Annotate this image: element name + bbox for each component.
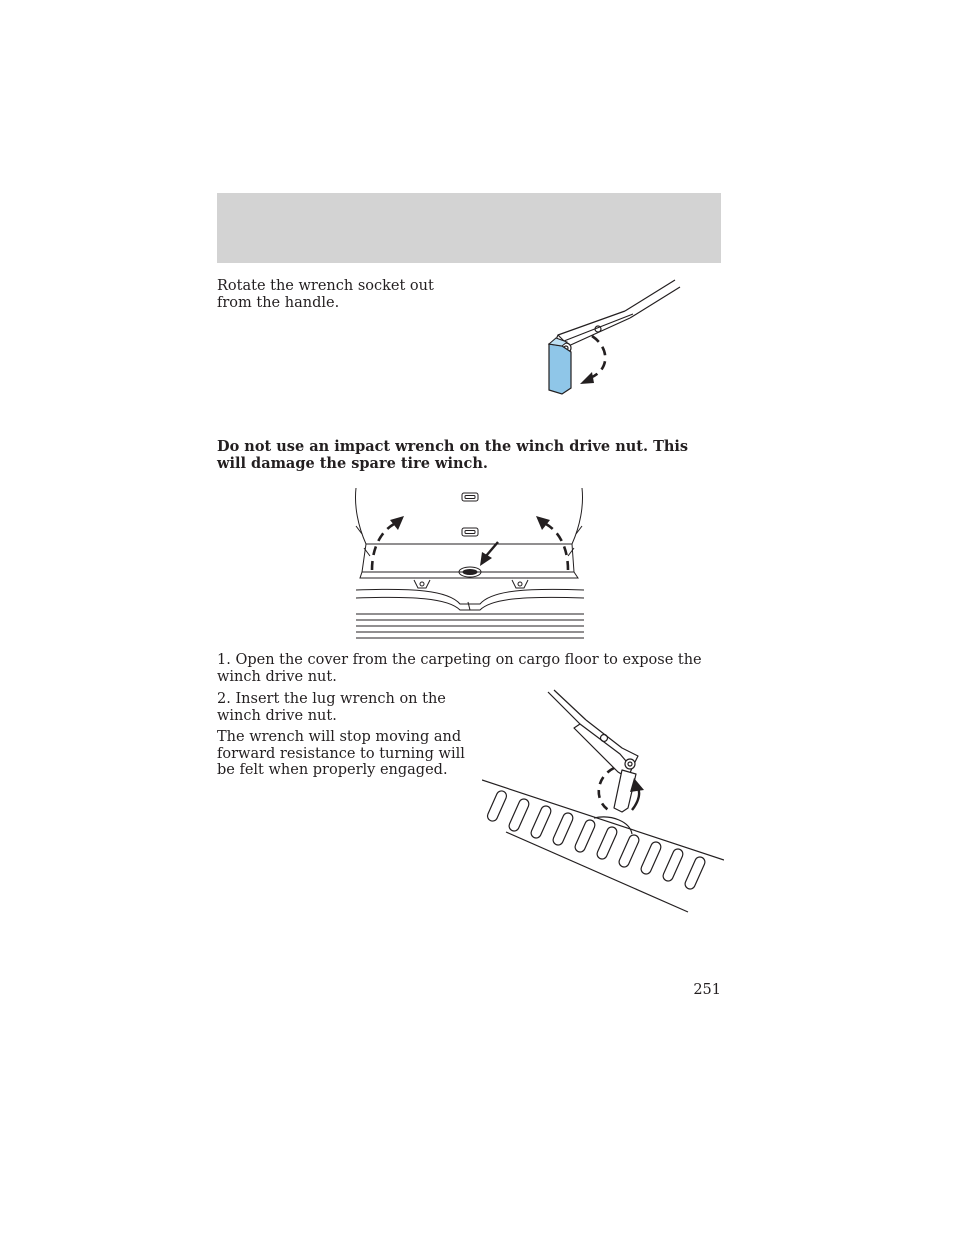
- impact-wrench-warning: Do not use an impact wrench on the winch drive nut. This will damage the spare tire winch.: [217, 438, 689, 472]
- section-header-band: [217, 193, 721, 263]
- engagement-note: The wrench will stop moving and forward resistance to turning will be felt when properly engaged.: [217, 729, 465, 778]
- rotate-socket-instruction: Rotate the wrench socket out from the handle.: [217, 278, 434, 311]
- step-1-text: 1. Open the cover from the carpeting on cargo floor to expose the winch drive nut.: [217, 652, 702, 685]
- wrench-on-winch-nut-illustration: [482, 688, 724, 916]
- cargo-floor-cover-illustration: [352, 486, 588, 646]
- wrench-socket-rotate-illustration: [540, 278, 685, 398]
- step-2-text: 2. Insert the lug wrench on the winch drive nut.: [217, 691, 446, 724]
- page-number: 251: [693, 982, 721, 998]
